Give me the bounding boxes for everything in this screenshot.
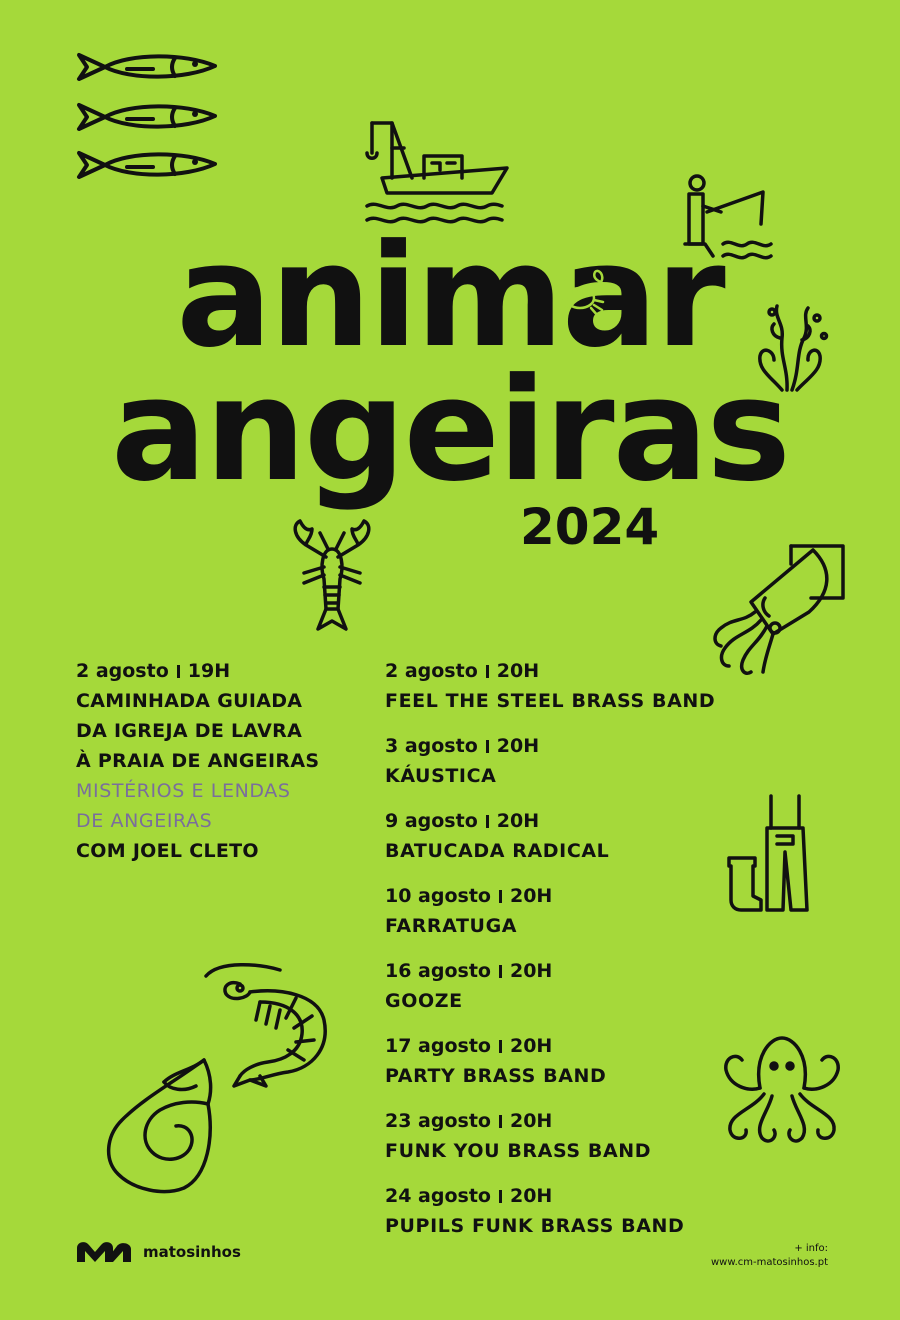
event-item (385, 956, 785, 1016)
event-subtitle-line: DE ANGEIRAS (76, 810, 213, 832)
event-name-line: À PRAIA DE ANGEIRAS (76, 750, 320, 772)
event-time: 20H (496, 810, 540, 832)
event-title-line2: angeiras (111, 348, 789, 513)
event-item (385, 1181, 785, 1241)
event-item (385, 1031, 785, 1091)
separator (499, 1190, 502, 1203)
event-time: 20H (509, 885, 553, 907)
matosinhos-logo (75, 1240, 241, 1264)
event-date: 24 agosto (385, 1185, 491, 1207)
event-time: 20H (496, 735, 540, 757)
event-datetime (385, 731, 785, 761)
event-datetime (385, 806, 785, 836)
info-block (711, 1242, 828, 1270)
event-time: 20H (496, 660, 540, 682)
separator (499, 1040, 502, 1053)
event-year: 2024 (520, 498, 660, 556)
event-datetime (385, 1031, 785, 1061)
event-time: 20H (509, 1110, 553, 1132)
fish-icon (75, 102, 220, 132)
event-datetime (76, 656, 376, 686)
logo-text: matosinhos (143, 1243, 241, 1261)
fish-icon (75, 150, 220, 180)
event-time: 20H (509, 960, 553, 982)
event-datetime (385, 956, 785, 986)
separator (486, 740, 489, 753)
event-name: PUPILS FUNK BRASS BAND (385, 1215, 685, 1237)
event-item (385, 656, 785, 716)
event-datetime (385, 1106, 785, 1136)
event-host: COM JOEL CLETO (76, 840, 259, 862)
event-datetime (385, 881, 785, 911)
event-date: 2 agosto (76, 660, 169, 682)
event-date: 16 agosto (385, 960, 491, 982)
separator (486, 665, 489, 678)
separator (177, 665, 180, 678)
event-name: FARRATUGA (385, 915, 518, 937)
event-time: 20H (509, 1185, 553, 1207)
event-datetime (385, 1181, 785, 1211)
event-date: 23 agosto (385, 1110, 491, 1132)
event-name: GOOZE (385, 990, 463, 1012)
fish-icon (75, 52, 220, 82)
event-name: FUNK YOU BRASS BAND (385, 1140, 652, 1162)
matosinhos-logo-mark (75, 1240, 133, 1264)
fishing-boat-icon (362, 118, 512, 228)
event-item (385, 806, 785, 866)
event-date: 9 agosto (385, 810, 478, 832)
event-item (385, 881, 785, 941)
separator (499, 890, 502, 903)
concert-schedule (385, 656, 785, 1256)
event-name-line: CAMINHADA GUIADA (76, 690, 303, 712)
event-date: 3 agosto (385, 735, 478, 757)
event-name: PARTY BRASS BAND (385, 1065, 607, 1087)
event-name: BATUCADA RADICAL (385, 840, 610, 862)
event-item (385, 1106, 785, 1166)
shell-icon (104, 1056, 222, 1196)
event-item (385, 731, 785, 791)
separator (499, 965, 502, 978)
separator (486, 815, 489, 828)
crab-icon (553, 262, 608, 322)
event-name: KÁUSTICA (385, 765, 497, 787)
event-time: 19H (187, 660, 231, 682)
lobster-icon (282, 517, 382, 635)
info-label: + info: (794, 1243, 828, 1254)
walking-tour-block (76, 656, 376, 866)
event-title-line1: animar (176, 214, 724, 379)
event-name: FEEL THE STEEL BRASS BAND (385, 690, 716, 712)
event-name-line: DA IGREJA DE LAVRA (76, 720, 303, 742)
separator (499, 1115, 502, 1128)
event-date: 2 agosto (385, 660, 478, 682)
info-url[interactable]: www.cm-matosinhos.pt (711, 1257, 828, 1268)
event-date: 17 agosto (385, 1035, 491, 1057)
event-time: 20H (509, 1035, 553, 1057)
event-date: 10 agosto (385, 885, 491, 907)
event-subtitle-line: MISTÉRIOS E LENDAS (76, 780, 291, 802)
event-datetime (385, 656, 785, 686)
